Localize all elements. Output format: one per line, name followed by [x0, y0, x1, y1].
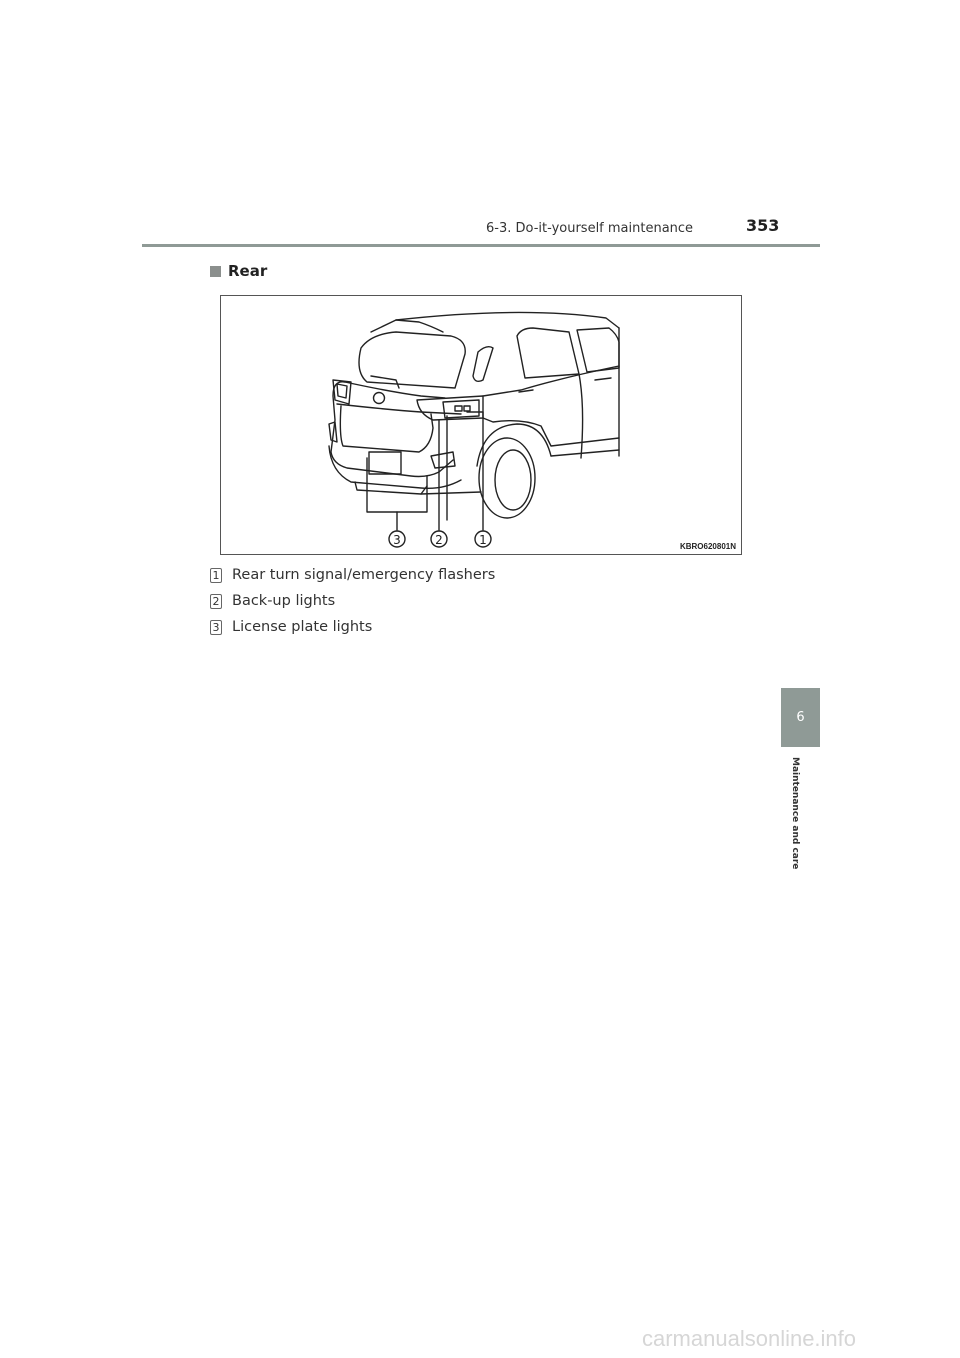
legend-label: License plate lights — [232, 619, 373, 635]
square-bullet-icon — [210, 266, 221, 277]
legend-label: Back-up lights — [232, 593, 336, 609]
rear-lights-figure — [220, 295, 742, 555]
legend-item — [210, 588, 495, 614]
figure-code: KBRO620801N — [679, 542, 736, 551]
legend-label: Rear turn signal/emergency flashers — [232, 567, 496, 583]
legend-item — [210, 562, 495, 588]
section-heading — [210, 262, 267, 280]
legend-list — [210, 562, 495, 640]
callout-1: 1 — [479, 533, 487, 547]
section-heading-text: Rear — [228, 262, 268, 280]
legend-number: 1 — [210, 568, 222, 583]
legend-item — [210, 614, 495, 640]
chapter-tab: 6 — [781, 688, 820, 747]
callout-3: 3 — [393, 533, 401, 547]
chapter-label: Maintenance and care — [790, 757, 800, 870]
legend-number: 3 — [210, 620, 222, 635]
header-rule — [142, 244, 820, 247]
callout-2: 2 — [435, 533, 443, 547]
legend-number: 2 — [210, 594, 222, 609]
page-number: 353 — [746, 216, 780, 235]
vehicle-rear-illustration — [221, 296, 741, 554]
running-header: 6-3. Do-it-yourself maintenance — [486, 221, 694, 236]
watermark: carmanualsonline.info — [642, 1326, 857, 1351]
